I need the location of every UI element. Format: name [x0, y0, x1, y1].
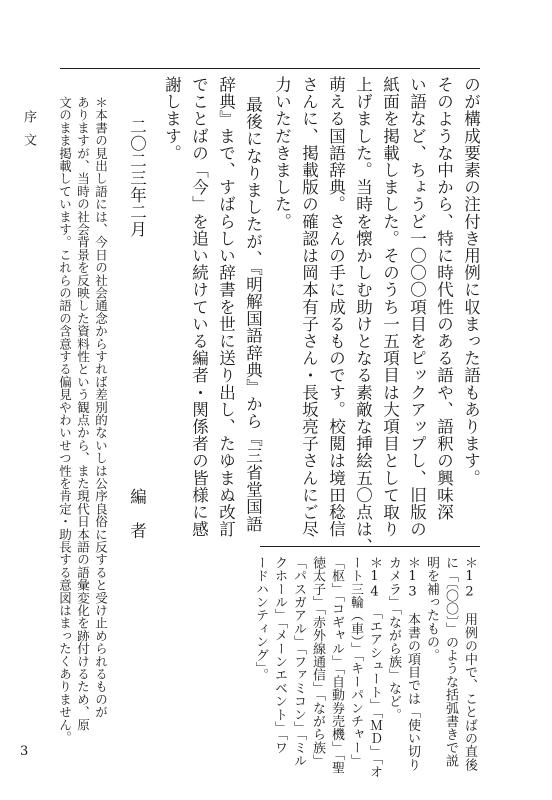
main-column-12: 謝します。: [162, 76, 182, 162]
main-column-6: 萌える国語辞典。さんの手に成るものです。校閲は境田稔信: [326, 76, 346, 538]
main-column-11: でことばの「今」を追い続けている編者・関係者の皆様に感: [189, 76, 209, 538]
main-column-1: のが構成要素の注付き用例に収まった語もあります。: [461, 76, 481, 487]
footnote-line-6: ＊14 「エアシュート」「ＭＤ」「オ: [367, 556, 382, 779]
page-number: 3: [20, 744, 29, 759]
footnote-line-5: カメラ」「ながら族」など。: [386, 556, 401, 722]
footnote-line-9: 徳太子」「赤外線通信」「ながら族」: [310, 556, 325, 768]
side-header: 序文: [21, 110, 36, 156]
main-column-4: 紙面を掲載しました。そのうち一五項目は大項目として取り: [380, 76, 400, 538]
footnote-line-4: ＊13 本書の項目では「使い切り: [405, 556, 420, 772]
bottom-note-line-1: ＊本書の見出し語には、今日の社会通念からすれば差別的ないしは公序良俗に反すると受け止められるものが: [93, 96, 109, 719]
main-column-7: さんに、掲載版の確認は岡本有子さん・長坂亮子さんにご尽: [299, 76, 319, 538]
footnote-line-7: ート三輪（車）」「キーパンチャー」: [348, 556, 363, 768]
footnote-line-10: 「パスガアル」「ファミコン」「ミル: [291, 556, 306, 768]
footnote-line-3: 明を補ったもの。: [424, 556, 439, 662]
signature: 編 者: [127, 488, 147, 540]
bottom-note-line-2: ありますが、当時の社会背景を反映した資料性という観点から、また現代日本語の語彙変化を跡付けるため、原: [75, 96, 91, 731]
footnote-line-8: 「枢」「コギャル」「自動券売機」「聖: [329, 556, 344, 775]
footnote-line-11: クホール」「メーンエベント」「ワ: [272, 556, 287, 755]
footnote-line-2: に「〔〇〇〕」のような括弧書きで説: [443, 556, 458, 768]
main-column-5: 上げました。当時を懐かしむ助けとなる素敵な挿絵五〇点は、: [353, 76, 373, 555]
footnote-line-12: ードハンティング」。: [253, 556, 268, 682]
top-rule: [60, 68, 480, 69]
footnote-line-1: ＊12 用例の中で、ことばの直後: [462, 556, 477, 772]
bottom-note-line-3: 文のまま掲載しています。これらの語の含意する偏見やわいせつ性を肯定・助長する意図はまったくありません。: [57, 96, 73, 744]
main-column-2: そのような中から、特に時代性のある語や、語釈の興味深: [434, 76, 454, 521]
main-column-8: 力いただきました。: [272, 76, 292, 230]
main-column-3: い語など、ちょうど一〇〇〇項目をピックアップし、旧版の: [407, 76, 427, 538]
date-line: 二〇二三年二月: [127, 118, 147, 238]
main-column-10: 辞典』まで、すばらしい辞書を世に送り出し、たゆまぬ改訂: [216, 76, 236, 538]
main-column-9: 最後になりましたが、『明解国語辞典』から『三省堂国語: [243, 96, 263, 533]
